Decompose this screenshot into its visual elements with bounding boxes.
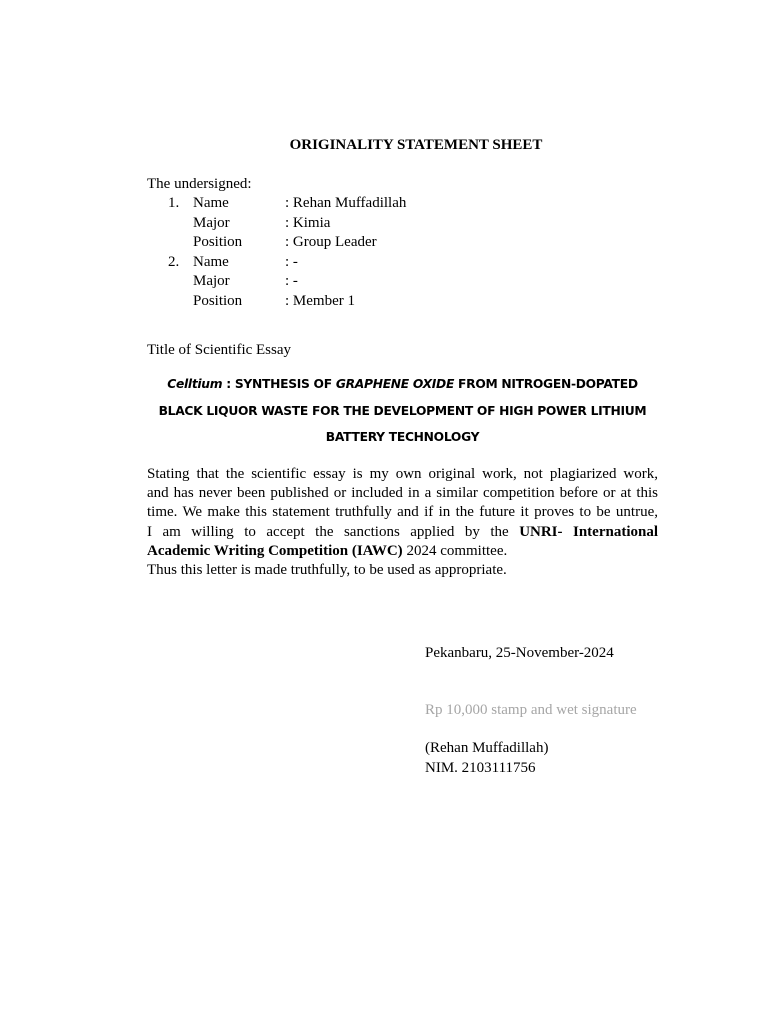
- essay-title-brand: Celltium: [167, 377, 223, 391]
- intro-text: The undersigned:: [147, 176, 252, 192]
- essay-title-segment-2: FROM NITROGEN-DOPATED BLACK LIQUOR WASTE FOR THE DEVELOPMENT OF HIGH POWER LITHIUM BATTERY TECHNOLOGY: [158, 377, 647, 444]
- statement-line-6: Thus this letter is made truthfully, to be used as appropriate.: [147, 562, 507, 579]
- document-title: ORIGINALITY STATEMENT SHEET: [289, 137, 543, 153]
- member-1-name-label: Name: [193, 195, 229, 211]
- stamp-signature-note: Rp 10,000 stamp and wet signature: [425, 702, 637, 718]
- statement-line-5-text: 2024 committee.: [402, 542, 508, 559]
- member-1-major-label: Major: [193, 214, 230, 231]
- statement-line-5: [147, 542, 658, 561]
- essay-title-italic-term: GRAPHENE OXIDE: [335, 377, 455, 391]
- member-2-major-value: : -: [285, 273, 298, 289]
- statement-paragraph: [147, 465, 658, 580]
- statement-line-5-bold: Academic Writing Competition (IAWC): [147, 542, 403, 559]
- member-1-position-value: : Group Leader: [285, 234, 377, 250]
- statement-line-4: [147, 523, 658, 542]
- statement-line-3: time. We make this statement truthfully and if in the future it proves to be untrue,: [147, 504, 658, 521]
- member-1-major-value: : Kimia: [285, 214, 331, 231]
- member-1-number: 1.: [168, 195, 180, 211]
- essay-title: [147, 371, 658, 451]
- signer-nim: NIM. 2103111756: [425, 760, 536, 776]
- place-date: Pekanbaru, 25-November-2024: [425, 645, 614, 661]
- essay-title-label: Title of Scientific Essay: [147, 342, 292, 358]
- statement-line-1: Stating that the scientific essay is my own original work, not plagiarized work,: [147, 466, 658, 482]
- member-2-number: 2.: [168, 253, 180, 270]
- essay-title-segment-1: : SYNTHESIS OF: [222, 377, 336, 391]
- signer-name: (Rehan Muffadillah): [425, 740, 549, 756]
- member-2-name-label: Name: [193, 253, 229, 270]
- member-2-name-value: : -: [285, 253, 298, 270]
- statement-line-4-bold: UNRI- International: [519, 523, 658, 540]
- statement-line-4-text: I am willing to accept the sanctions applied by the: [147, 523, 520, 540]
- member-2-position-label: Position: [193, 292, 243, 309]
- member-1-name-value: : Rehan Muffadillah: [285, 195, 407, 211]
- member-2-position-value: : Member 1: [285, 292, 355, 309]
- statement-line-2: and has never been published or included in a similar competition before or at this: [147, 485, 658, 502]
- member-1-position-label: Position: [193, 234, 243, 250]
- member-2-major-label: Major: [193, 273, 230, 289]
